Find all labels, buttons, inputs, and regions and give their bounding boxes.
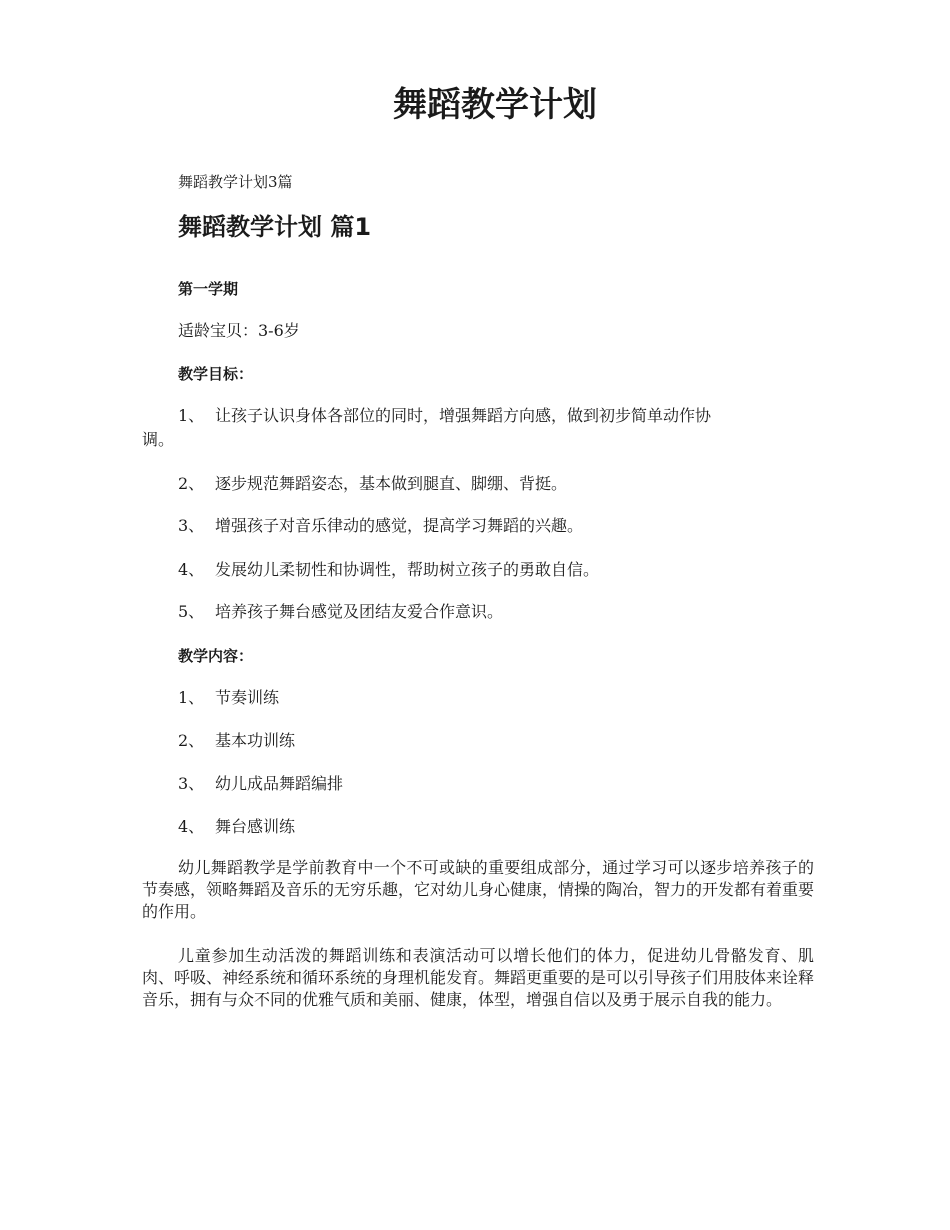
goal-text: 让孩子认识身体各部位的同时，增强舞蹈方向感，做到初步简单动作协 [215,406,712,425]
goal-number: 2、 [178,474,205,493]
content-number: 3、 [178,774,205,793]
content-item [178,730,295,752]
goal-number: 1、 [178,406,205,425]
content-item [178,773,343,795]
goal-text: 增强孩子对音乐律动的感觉，提高学习舞蹈的兴趣。 [215,516,584,535]
goal-number: 5、 [178,602,205,621]
document-title: 舞蹈教学计划 [393,85,597,125]
goal-item [178,601,503,623]
goal-item [178,515,583,537]
body-paragraph-2: 儿童参加生动活泼的舞蹈训练和表演活动可以增长他们的体力，促进幼儿骨骼发育、肌肉、呼吸、神经系统和循环系统的身理机能发育。舞蹈更重要的是可以引导孩子们用肢体来诠释音乐，拥有与众不同的优雅气质和美丽、健康，体型，增强自信以及勇于展示自我的能力。 [142,946,815,1009]
age-range: 适龄宝贝：3-6岁 [178,321,300,340]
goal-item [178,473,567,495]
section-heading: 舞蹈教学计划 篇1 [178,213,372,241]
semester-label: 第一学期 [178,280,239,298]
goal-number: 3、 [178,516,205,535]
content-text: 幼儿成品舞蹈编排 [215,774,344,793]
body-paragraph-1: 幼儿舞蹈教学是学前教育中一个不可或缺的重要组成部分，通过学习可以逐步培养孩子的节奏感，领略舞蹈及音乐的无穷乐趣，它对幼儿身心健康，情操的陶冶，智力的开发都有着重要的作用。 [142,858,815,921]
content-text: 节奏训练 [215,688,280,707]
goal-item [178,559,599,581]
content-number: 4、 [178,817,205,836]
content-text: 舞台感训练 [215,817,296,836]
goal-number: 4、 [178,560,205,579]
content-item [178,816,295,838]
content-number: 1、 [178,688,205,707]
goal-text: 发展幼儿柔韧性和协调性，帮助树立孩子的勇敢自信。 [215,560,600,579]
content-item [178,687,279,709]
content-label: 教学内容： [178,647,254,665]
content-number: 2、 [178,731,205,750]
document-subtitle: 舞蹈教学计划3篇 [178,173,293,191]
goal-continuation: 调。 [142,430,175,449]
goals-label: 教学目标： [178,365,254,383]
goal-item [178,405,711,427]
content-text: 基本功训练 [215,731,296,750]
goal-text: 逐步规范舞蹈姿态，基本做到腿直、脚绷、背挺。 [215,474,568,493]
goal-text: 培养孩子舞台感觉及团结友爱合作意识。 [215,602,504,621]
